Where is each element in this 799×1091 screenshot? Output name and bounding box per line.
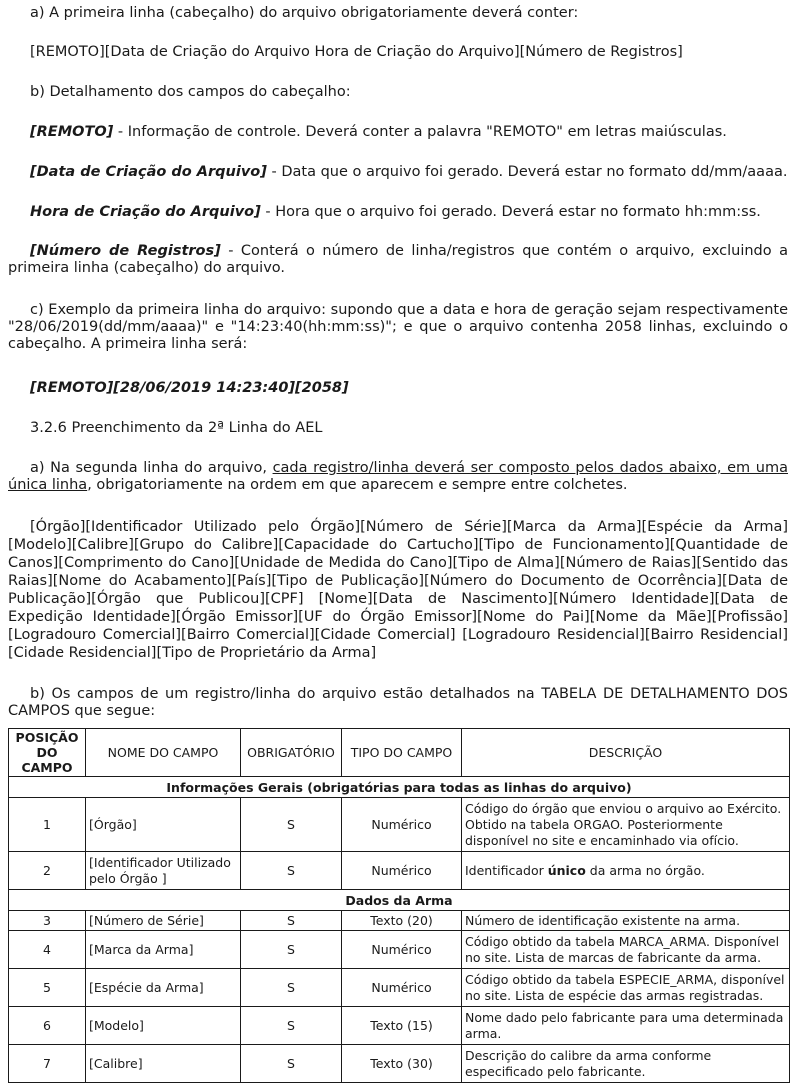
cell-type: Numérico [342,798,462,852]
paragraph-b-intro: b) Detalhamento dos campos do cabeçalho: [30,84,351,100]
paragraph-a-intro: a) A primeira linha (cabeçalho) do arquivo obrigatoriamente deverá conter: [30,5,579,21]
cell-description: Código do órgão que enviou o arquivo ao Exército. Obtido na tabela ORGAO. Posteriormente disponível no site e encaminhado via ofício. [462,798,790,852]
field-data-text: - Data que o arquivo foi gerado. Deverá estar no formato dd/mm/aaaa. [266,164,788,180]
cell-name: [Modelo] [86,1007,241,1045]
header-name: NOME DO CAMPO [86,729,241,777]
section-weapon-label: Dados da Arma [9,890,790,911]
example-line: [REMOTO][28/06/2019 14:23:40][2058] [30,380,349,396]
section-row-general [9,777,790,798]
field-detail-table [8,728,790,1083]
table-row [9,931,790,969]
field-hora-text: - Hora que o arquivo foi gerado. Deverá estar no formato hh:mm:ss. [260,204,761,220]
cell-required: S [241,1007,342,1045]
cell-position: 7 [9,1045,86,1083]
field-remoto [8,124,788,141]
cell-position: 5 [9,969,86,1007]
table-row [9,798,790,852]
fields-list: [Órgão][Identificador Utilizado pelo Órgão][Número de Série][Marca da Arma][Espécie da Arma][Modelo][Calibre][Grupo do Calibre][Capacidade do Cartucho][Tipo de Funcionamento][Quantidade de Canos][Comprimento do Cano][Unidade de Medida do Cano][Tipo de Alma][Número de Raias][Sentido das Raias][Nome do Acabamento][País][Tipo de Publicação][Número do Documento de Ocorrência][Data de Publicação][Órgão que Publicou][CPF] [Nome][Data de Nascimento][Número Identidade][Data de Expedição Identidade][Órgão Emissor][UF do Órgão Emissor][Nome do Pai][Nome da Mãe][Profissão][Logradouro Comercial][Bairro Comercial][Cidade Comercial] [Logradouro Residencial][Bairro Residencial][Cidade Residencial][Tipo de Proprietário da Arma] [8,519,788,661]
cell-description: Número de identificação existente na arma. [462,911,790,931]
field-hora [8,204,788,221]
cell-name: [Número de Série] [86,911,241,931]
cell-type: Numérico [342,969,462,1007]
cell-description: Código obtido da tabela MARCA_ARMA. Disponível no site. Lista de marcas de fabricante da arma. [462,931,790,969]
section-general-label: Informações Gerais (obrigatórias para todas as linhas do arquivo) [9,777,790,798]
cell-position: 1 [9,798,86,852]
table-row [9,911,790,931]
cell-name: [Marca da Arma] [86,931,241,969]
table-row [9,852,790,890]
cell-type: Numérico [342,852,462,890]
cell-name: [Órgão] [86,798,241,852]
table-row [9,1007,790,1045]
cell-type: Texto (20) [342,911,462,931]
underlined-requirement: cada registro/linha deverá ser composto pelos dados abaixo, em uma única linha [8,460,788,493]
cell-required: S [241,1045,342,1083]
cell-type: Texto (15) [342,1007,462,1045]
header-type: TIPO DO CAMPO [342,729,462,777]
section-heading: 3.2.6 Preenchimento da 2ª Linha do AEL [30,420,323,436]
header-required: OBRIGATÓRIO [241,729,342,777]
table-row [9,1045,790,1083]
field-remoto-label: [REMOTO] [30,124,114,140]
field-numero-text: - Conterá o número de linha/registros que contém o arquivo, excluindo a primeira linha (cabeçalho) do arquivo. [8,243,788,276]
cell-position: 2 [9,852,86,890]
cell-description: Identificador único da arma no órgão. [462,852,790,890]
cell-required: S [241,931,342,969]
paragraph-c-example: c) Exemplo da primeira linha do arquivo: supondo que a data e hora de geração sejam respectivamente "28/06/2019(dd/mm/aaaa)" e "14:23:40(hh:mm:ss)"; e que o arquivo contenha 2058 linhas, excluindo o cabeçalho. A primeira linha será: [8,302,788,352]
cell-description: Descrição do calibre da arma conforme especificado pelo fabricante. [462,1045,790,1083]
field-hora-label: Hora de Criação do Arquivo] [30,204,261,220]
cell-required: S [241,852,342,890]
cell-required: S [241,798,342,852]
header-format-line: [REMOTO][Data de Criação do Arquivo Hora de Criação do Arquivo][Número de Registros] [30,44,683,60]
field-data [8,164,788,181]
table-header-row [9,729,790,777]
field-numero [8,243,788,277]
paragraph-a-second-line: a) Na segunda linha do arquivo, cada registro/linha deverá ser composto pelos dados abaixo, em uma única linha, obrigatoriamente na ordem em que aparecem e sempre entre colchetes. [8,460,788,493]
cell-name: [Calibre] [86,1045,241,1083]
cell-name: [Identificador Utilizado pelo Órgão ] [86,852,241,890]
cell-required: S [241,911,342,931]
field-remoto-text: - Informação de controle. Deverá conter a palavra "REMOTO" em letras maiúsculas. [113,124,727,140]
field-data-label: [Data de Criação do Arquivo] [30,164,267,180]
cell-type: Texto (30) [342,1045,462,1083]
cell-description: Nome dado pelo fabricante para uma determinada arma. [462,1007,790,1045]
cell-position: 6 [9,1007,86,1045]
cell-name: [Espécie da Arma] [86,969,241,1007]
cell-position: 4 [9,931,86,969]
cell-type: Numérico [342,931,462,969]
cell-required: S [241,969,342,1007]
field-numero-label: [Número de Registros] [30,243,221,259]
cell-position: 3 [9,911,86,931]
header-position: POSIÇÃO DO CAMPO [9,729,86,777]
section-row-weapon [9,890,790,911]
header-description: DESCRIÇÃO [462,729,790,777]
table-row [9,969,790,1007]
paragraph-b-table-intro: b) Os campos de um registro/linha do arquivo estão detalhados na TABELA DE DETALHAMENTO DOS CAMPOS que segue: [8,686,788,719]
cell-description: Código obtido da tabela ESPECIE_ARMA, disponível no site. Lista de espécie das armas registradas. [462,969,790,1007]
